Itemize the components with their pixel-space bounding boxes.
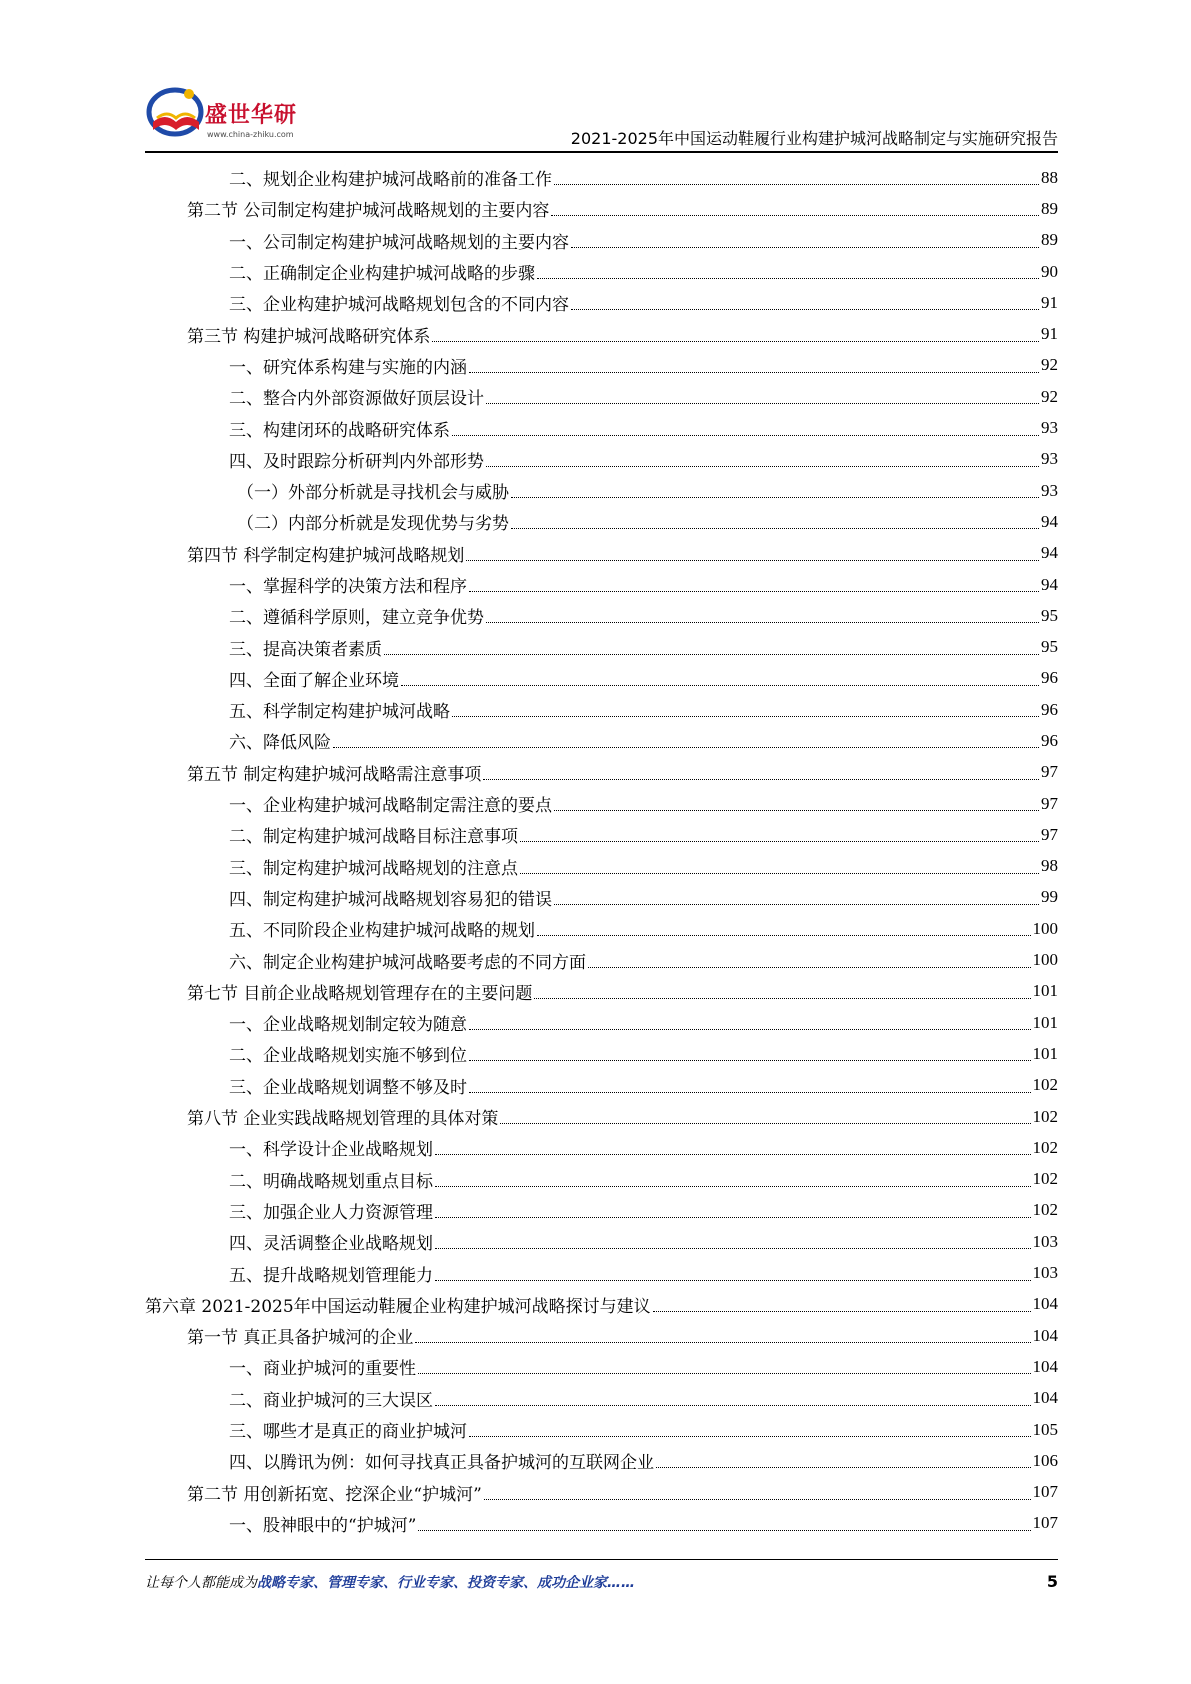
toc-entry-title: 第六章 2021-2025年中国运动鞋履企业构建护城河战略探讨与建议 — [145, 1296, 651, 1317]
toc-entry-page: 90 — [1041, 261, 1058, 281]
toc-dot-leader — [588, 967, 1031, 968]
toc-entry-title: 三、构建闭环的战略研究体系 — [229, 420, 450, 441]
toc-entry-title: 二、遵循科学原则，建立竞争优势 — [229, 608, 484, 629]
toc-entry-title: 二、企业战略规划实施不够到位 — [229, 1046, 467, 1067]
toc-dot-leader — [435, 1405, 1031, 1406]
toc-entry-title: 二、整合内外部资源做好顶层设计 — [229, 389, 484, 410]
toc-entry-title: 五、提升战略规划管理能力 — [229, 1265, 433, 1286]
toc-dot-leader — [571, 247, 1039, 248]
toc-dot-leader — [418, 1530, 1030, 1531]
toc-entry-title: 四、制定构建护城河战略规划容易犯的错误 — [229, 889, 552, 910]
toc-entry-page: 104 — [1032, 1325, 1058, 1345]
toc-dot-leader — [500, 1123, 1030, 1124]
toc-entry-page: 106 — [1032, 1450, 1058, 1470]
toc-entry-page: 95 — [1041, 605, 1058, 625]
toc-entry-title: 二、正确制定企业构建护城河战略的步骤 — [229, 264, 535, 285]
toc-dot-leader — [537, 935, 1031, 936]
toc-dot-leader — [469, 372, 1039, 373]
toc-entry-title: 三、提高决策者素质 — [229, 639, 382, 660]
toc-entry-page: 102 — [1032, 1137, 1058, 1157]
table-of-contents — [145, 162, 1058, 1539]
toc-entry-title: 五、科学制定构建护城河战略 — [229, 702, 450, 723]
toc-entry-title: 五、不同阶段企业构建护城河战略的规划 — [229, 921, 535, 942]
footer-slogan-lead: 让每个人都能成为 — [145, 1575, 257, 1591]
toc-entry-title: 一、企业战略规划制定较为随意 — [229, 1015, 467, 1036]
toc-entry-title: 六、降低风险 — [229, 733, 331, 754]
toc-entry[interactable] — [145, 1445, 1058, 1476]
toc-dot-leader — [520, 841, 1039, 842]
toc-entry[interactable] — [145, 944, 1058, 975]
page-header — [145, 78, 1058, 153]
toc-entry-title: 第一节 真正具备护城河的企业 — [187, 1328, 414, 1349]
toc-entry-page: 93 — [1041, 449, 1058, 469]
toc-entry[interactable] — [145, 851, 1058, 882]
toc-dot-leader — [469, 1060, 1031, 1061]
toc-entry-page: 107 — [1032, 1482, 1058, 1502]
toc-entry[interactable] — [145, 725, 1058, 756]
toc-entry[interactable] — [145, 1383, 1058, 1414]
toc-entry[interactable] — [145, 318, 1058, 349]
toc-entry-title: 三、加强企业人力资源管理 — [229, 1202, 433, 1223]
toc-dot-leader — [483, 779, 1039, 780]
toc-entry[interactable] — [145, 631, 1058, 662]
toc-dot-leader — [511, 528, 1039, 529]
toc-dot-leader — [469, 1436, 1031, 1437]
toc-entry[interactable] — [145, 1320, 1058, 1351]
toc-entry-page: 92 — [1041, 386, 1058, 406]
logo-name: 盛世华研 — [205, 103, 298, 128]
toc-entry-page: 91 — [1041, 324, 1058, 344]
toc-entry[interactable] — [145, 475, 1058, 506]
toc-dot-leader — [452, 716, 1039, 717]
toc-entry[interactable] — [145, 162, 1058, 193]
toc-entry-page: 94 — [1041, 574, 1058, 594]
logo-book-icon — [145, 82, 207, 144]
toc-entry-page: 97 — [1041, 793, 1058, 813]
footer-divider — [145, 1559, 1058, 1560]
toc-entry[interactable] — [145, 788, 1058, 819]
toc-dot-leader — [466, 560, 1039, 561]
toc-entry-title: （二）内部分析就是发现优势与劣势 — [237, 514, 509, 535]
toc-entry-title: 一、企业构建护城河战略制定需注意的要点 — [229, 796, 552, 817]
toc-entry-title: 一、研究体系构建与实施的内涵 — [229, 357, 467, 378]
toc-entry-page: 96 — [1041, 668, 1058, 688]
toc-entry[interactable] — [145, 1257, 1058, 1288]
toc-entry-page: 95 — [1041, 637, 1058, 657]
toc-entry[interactable] — [145, 1195, 1058, 1226]
toc-entry-page: 93 — [1041, 418, 1058, 438]
toc-entry-page: 96 — [1041, 730, 1058, 750]
toc-dot-leader — [486, 622, 1039, 623]
toc-entry[interactable] — [145, 1132, 1058, 1163]
toc-dot-leader — [534, 998, 1030, 999]
toc-entry-page: 89 — [1041, 198, 1058, 218]
toc-entry-page: 103 — [1032, 1263, 1058, 1283]
toc-entry-page: 105 — [1032, 1419, 1058, 1439]
toc-entry[interactable] — [145, 976, 1058, 1007]
toc-entry-title: 四、灵活调整企业战略规划 — [229, 1234, 433, 1255]
toc-dot-leader — [551, 215, 1039, 216]
toc-entry[interactable] — [145, 757, 1058, 788]
toc-entry-title: 第八节 企业实践战略规划管理的具体对策 — [187, 1109, 499, 1130]
toc-dot-leader — [554, 184, 1039, 185]
toc-entry-page: 101 — [1032, 1012, 1058, 1032]
header-divider — [145, 151, 1058, 153]
toc-entry[interactable] — [145, 1414, 1058, 1445]
toc-entry-page: 92 — [1041, 355, 1058, 375]
toc-entry-title: 一、科学设计企业战略规划 — [229, 1140, 433, 1161]
toc-entry-page: 97 — [1041, 762, 1058, 782]
toc-dot-leader — [656, 1467, 1031, 1468]
page-footer — [145, 1572, 1058, 1596]
toc-dot-leader — [435, 1217, 1031, 1218]
toc-entry[interactable] — [145, 569, 1058, 600]
toc-entry-title: 二、明确战略规划重点目标 — [229, 1171, 433, 1192]
toc-entry[interactable] — [145, 694, 1058, 725]
toc-entry-title: 第五节 制定构建护城河战略需注意事项 — [187, 764, 482, 785]
toc-dot-leader — [469, 1029, 1031, 1030]
toc-entry[interactable] — [145, 256, 1058, 287]
toc-entry-page: 102 — [1032, 1200, 1058, 1220]
toc-entry[interactable] — [145, 913, 1058, 944]
toc-entry-title: 四、及时跟踪分析研判内外部形势 — [229, 451, 484, 472]
toc-dot-leader — [401, 685, 1039, 686]
toc-entry-title: 一、掌握科学的决策方法和程序 — [229, 577, 467, 597]
toc-entry-title: 二、商业护城河的三大误区 — [229, 1390, 433, 1411]
toc-entry-title: 三、哪些才是真正的商业护城河 — [229, 1422, 467, 1443]
toc-entry-title: 第七节 目前企业战略规划管理存在的主要问题 — [187, 983, 533, 1004]
toc-entry[interactable] — [145, 1070, 1058, 1101]
toc-entry-page: 107 — [1032, 1513, 1058, 1533]
toc-entry-page: 103 — [1032, 1231, 1058, 1251]
toc-entry-page: 94 — [1041, 543, 1058, 563]
toc-entry[interactable] — [145, 225, 1058, 256]
toc-entry[interactable] — [145, 444, 1058, 475]
toc-entry-page: 89 — [1041, 230, 1058, 250]
toc-entry[interactable] — [145, 1007, 1058, 1038]
toc-dot-leader — [486, 466, 1039, 467]
toc-entry[interactable] — [145, 1476, 1058, 1507]
toc-entry[interactable] — [145, 193, 1058, 224]
toc-dot-leader — [469, 591, 1039, 592]
toc-dot-leader — [384, 654, 1039, 655]
toc-entry-title: 六、制定企业构建护城河战略要考虑的不同方面 — [229, 952, 586, 973]
toc-entry-page: 91 — [1041, 292, 1058, 312]
toc-entry[interactable] — [145, 1226, 1058, 1257]
toc-entry[interactable] — [145, 882, 1058, 913]
toc-entry-title: （一）外部分析就是寻找机会与威胁 — [237, 483, 509, 504]
toc-entry-page: 99 — [1041, 887, 1058, 907]
toc-entry[interactable] — [145, 1508, 1058, 1539]
toc-entry-title: 一、股神眼中的“护城河” — [229, 1515, 417, 1536]
toc-entry[interactable] — [145, 538, 1058, 569]
toc-dot-leader — [571, 309, 1039, 310]
toc-entry[interactable] — [145, 412, 1058, 443]
toc-entry-title: 二、规划企业构建护城河战略前的准备工作 — [229, 170, 552, 191]
toc-entry[interactable] — [145, 506, 1058, 537]
toc-entry[interactable] — [145, 287, 1058, 318]
toc-entry-page: 88 — [1041, 167, 1058, 187]
toc-entry-page: 102 — [1032, 1169, 1058, 1189]
toc-entry-page: 101 — [1032, 1043, 1058, 1063]
toc-entry[interactable] — [145, 1351, 1058, 1382]
toc-dot-leader — [653, 1311, 1031, 1312]
toc-dot-leader — [432, 341, 1039, 342]
toc-dot-leader — [511, 497, 1039, 498]
toc-entry[interactable] — [145, 1164, 1058, 1195]
toc-dot-leader — [537, 278, 1039, 279]
toc-entry-page: 102 — [1032, 1075, 1058, 1095]
toc-dot-leader — [469, 1092, 1031, 1093]
toc-entry-title: 第二节 公司制定构建护城河战略规划的主要内容 — [187, 201, 550, 222]
toc-entry-title: 四、全面了解企业环境 — [229, 670, 399, 691]
toc-entry-title: 三、制定构建护城河战略规划的注意点 — [229, 858, 518, 879]
logo-url: www.china-zhiku.com — [207, 130, 294, 139]
toc-entry-page: 98 — [1041, 856, 1058, 876]
toc-entry-title: 第四节 科学制定构建护城河战略规划 — [187, 545, 465, 566]
toc-entry-page: 104 — [1032, 1388, 1058, 1408]
toc-dot-leader — [435, 1186, 1031, 1187]
toc-entry-title: 二、制定构建护城河战略目标注意事项 — [229, 827, 518, 848]
toc-entry-page: 93 — [1041, 480, 1058, 500]
toc-dot-leader — [486, 403, 1039, 404]
toc-entry-title: 一、公司制定构建护城河战略规划的主要内容 — [229, 232, 569, 253]
toc-entry[interactable] — [145, 600, 1058, 631]
toc-entry-title: 三、企业战略规划调整不够及时 — [229, 1077, 467, 1098]
toc-entry-title: 第二节 用创新拓宽、挖深企业“护城河” — [187, 1484, 482, 1505]
toc-entry-title: 第三节 构建护城河战略研究体系 — [187, 326, 431, 347]
page-number: 5 — [1046, 1572, 1058, 1591]
toc-dot-leader — [435, 1248, 1031, 1249]
toc-entry-page: 97 — [1041, 824, 1058, 844]
toc-entry[interactable] — [145, 1101, 1058, 1132]
toc-entry-title: 三、企业构建护城河战略规划包含的不同内容 — [229, 295, 569, 316]
toc-entry-page: 101 — [1032, 981, 1058, 1001]
toc-dot-leader — [554, 904, 1039, 905]
toc-dot-leader — [415, 1342, 1030, 1343]
report-title: 2021-2025年中国运动鞋履行业构建护城河战略制定与实施研究报告 — [570, 129, 1058, 148]
toc-entry-page: 104 — [1032, 1294, 1058, 1314]
toc-dot-leader — [333, 747, 1039, 748]
toc-entry[interactable] — [145, 350, 1058, 381]
toc-entry-page: 94 — [1041, 511, 1058, 531]
toc-dot-leader — [484, 1499, 1031, 1500]
toc-entry-page: 100 — [1032, 950, 1058, 970]
footer-slogan-roles: 战略专家、管理专家、行业专家、投资专家、成功企业家…… — [257, 1575, 635, 1591]
toc-entry-page: 96 — [1041, 699, 1058, 719]
toc-entry-page: 104 — [1032, 1356, 1058, 1376]
toc-entry-page: 100 — [1032, 918, 1058, 938]
toc-entry-title: 一、商业护城河的重要性 — [229, 1359, 416, 1380]
toc-dot-leader — [520, 873, 1039, 874]
company-logo — [145, 78, 325, 148]
toc-dot-leader — [452, 435, 1039, 436]
toc-entry-page: 102 — [1032, 1106, 1058, 1126]
toc-entry[interactable] — [145, 381, 1058, 412]
toc-entry-title: 四、以腾讯为例：如何寻找真正具备护城河的互联网企业 — [229, 1453, 654, 1474]
toc-entry[interactable] — [145, 1289, 1058, 1320]
toc-entry[interactable] — [145, 819, 1058, 850]
toc-entry[interactable] — [145, 663, 1058, 694]
toc-entry[interactable] — [145, 1038, 1058, 1069]
toc-dot-leader — [435, 1154, 1031, 1155]
toc-dot-leader — [418, 1373, 1031, 1374]
toc-dot-leader — [435, 1280, 1031, 1281]
toc-dot-leader — [554, 810, 1039, 811]
